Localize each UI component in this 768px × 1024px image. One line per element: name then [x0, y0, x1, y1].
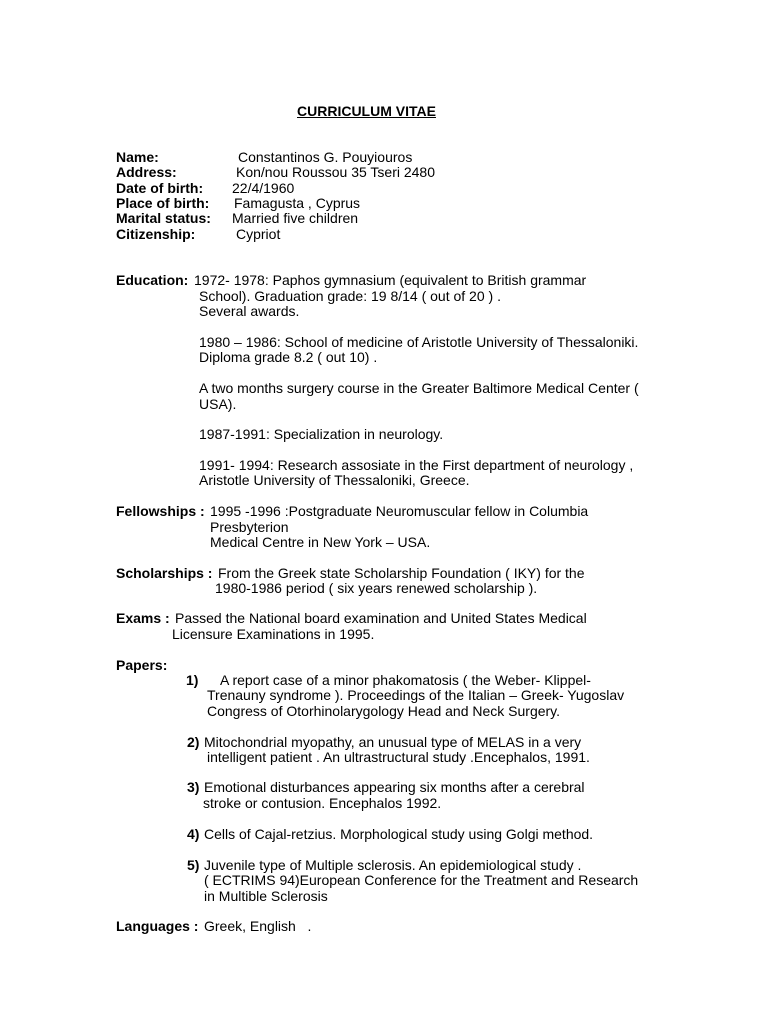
citizenship-value: Cypriot — [236, 226, 281, 242]
dob-value: 22/4/1960 — [232, 180, 295, 196]
exams-label: Exams : — [116, 610, 170, 626]
paper-number: 5) — [187, 857, 200, 873]
education-line: 1991- 1994: Research assosiate in the First department of neurology , — [199, 457, 634, 473]
education-line: 1972- 1978: Paphos gymnasium (equivalent to British grammar — [194, 272, 587, 288]
papers-label: Papers: — [116, 657, 168, 673]
education-line: A two months surgery course in the Greater Baltimore Medical Center ( — [199, 380, 639, 396]
paper-line: intelligent patient . An ultrastructural study .Encephalos, 1991. — [207, 749, 590, 765]
marital-label: Marital status: — [116, 210, 211, 226]
paper-number: 1) — [186, 672, 199, 688]
education-line: USA). — [199, 396, 237, 412]
scholarships-label: Scholarships : — [116, 565, 213, 581]
paper-line: Mitochondrial myopathy, an unusual type of MELAS in a very — [204, 734, 582, 750]
marital-value: Married five children — [232, 210, 359, 226]
paper-number: 2) — [187, 734, 200, 750]
address-value: Kon/nou Roussou 35 Tseri 2480 — [236, 164, 435, 180]
education-line: 1987-1991: Specialization in neurology. — [199, 426, 444, 442]
paper-number: 3) — [187, 779, 200, 795]
education-label: Education: — [116, 272, 189, 288]
name-value: Constantinos G. Pouyiouros — [238, 149, 413, 165]
education-line: Aristotle University of Thessaloniki, Greece. — [199, 472, 470, 488]
languages-value: Greek, English . — [204, 918, 312, 934]
education-line: School). Graduation grade: 19 8/14 ( out of 20 ) . — [199, 288, 501, 304]
fellowships-line: 1995 -1996 :Postgraduate Neuromuscular fellow in Columbia — [210, 503, 589, 519]
paper-line: stroke or contusion. Encephalos 1992. — [203, 795, 442, 811]
paper-line: A report case of a minor phakomatosis ( the Weber- Klippel- — [220, 672, 591, 688]
fellowships-line: Presbyterion — [210, 519, 289, 535]
paper-number: 4) — [187, 826, 200, 842]
exams-line: Licensure Examinations in 1995. — [172, 626, 375, 642]
dob-label: Date of birth: — [116, 180, 204, 196]
paper-line: Cells of Cajal-retzius. Morphological study using Golgi method. — [204, 826, 594, 842]
languages-label: Languages : — [116, 918, 199, 934]
pob-label: Place of birth: — [116, 195, 210, 211]
education-line: 1980 – 1986: School of medicine of Aristotle University of Thessaloniki. — [199, 334, 639, 350]
paper-line: in Multible Sclerosis — [204, 888, 328, 904]
pob-value: Famagusta , Cyprus — [234, 195, 361, 211]
education-line: Several awards. — [199, 303, 300, 319]
citizenship-label: Citizenship: — [116, 226, 196, 242]
paper-line: ( ECTRIMS 94)European Conference for the Treatment and Research — [204, 872, 639, 888]
address-label: Address: — [116, 164, 177, 180]
name-label: Name: — [116, 149, 159, 165]
education-line: Diploma grade 8.2 ( out 10) . — [199, 349, 378, 365]
paper-line: Trenauny syndrome ). Proceedings of the Italian – Greek- Yugoslav — [207, 687, 625, 703]
page-title: CURRICULUM VITAE — [297, 103, 436, 119]
fellowships-line: Medical Centre in New York – USA. — [210, 534, 431, 550]
exams-line: Passed the National board examination and United States Medical — [175, 610, 587, 626]
paper-line: Emotional disturbances appearing six months after a cerebral — [204, 779, 585, 795]
scholarships-line: From the Greek state Scholarship Foundation ( IKY) for the — [218, 565, 585, 581]
scholarships-line: 1980-1986 period ( six years renewed scholarship ). — [215, 580, 538, 596]
paper-line: Juvenile type of Multiple sclerosis. An epidemiological study . — [204, 857, 582, 873]
fellowships-label: Fellowships : — [116, 503, 205, 519]
paper-line: Congress of Otorhinolarygology Head and Neck Surgery. — [207, 703, 561, 719]
